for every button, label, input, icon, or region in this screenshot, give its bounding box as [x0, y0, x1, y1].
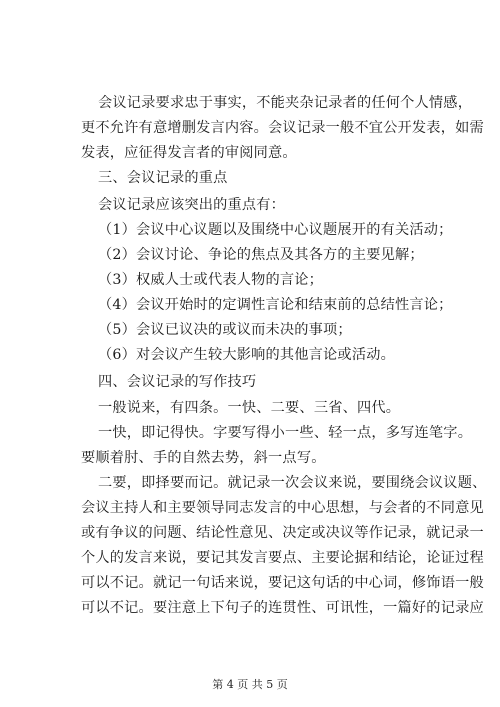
- section-heading: 三、会议记录的重点: [98, 170, 228, 186]
- paragraph-line: 更不允许有意增删发言内容。会议记录一般不宜公开发表，如需: [81, 120, 484, 136]
- paragraph-line: 会议主持人和主要领导同志发言的中心思想，与会者的不同意见: [81, 500, 484, 516]
- list-item: （3）权威人士或代表人物的言论；: [98, 272, 324, 288]
- paragraph-line: 一般说来，有四条。一快、二要、三省、四代。: [98, 400, 401, 416]
- paragraph-line: 或有争议的问题、结论性意见、决定或决议等作记录，就记录一: [81, 525, 484, 541]
- list-item: （2）会议讨论、争论的焦点及其各方的主要见解；: [98, 247, 424, 263]
- paragraph-line: 会议记录应该突出的重点有：: [98, 197, 286, 213]
- list-item: （1）会议中心议题以及围绕中心议题展开的有关活动；: [98, 222, 453, 238]
- paragraph-line: 二要，即择要而记。就记录一次会议来说，要围绕会议议题、: [98, 475, 487, 491]
- page-number-footer: 第 4 页 共 5 页: [212, 678, 288, 691]
- paragraph-line: 会议记录要求忠于事实，不能夹杂记录者的任何个人情感，: [98, 95, 473, 111]
- list-item: （4）会议开始时的定调性言论和结束前的总结性言论；: [98, 297, 453, 313]
- list-item: （6）对会议产生较大影响的其他言论或活动。: [98, 347, 395, 363]
- paragraph-line: 个人的发言来说，要记其发言要点、主要论据和结论，论证过程: [81, 550, 484, 566]
- section-heading: 四、会议记录的写作技巧: [98, 374, 257, 390]
- paragraph-line: 可以不记。就记一句话来说，要记这句话的中心词，修饰语一般: [81, 575, 484, 591]
- paragraph-line: 发表，应征得发言者的审阅同意。: [81, 145, 297, 161]
- paragraph-line: 要顺着肘、手的自然去势，斜一点写。: [81, 450, 326, 466]
- list-item: （5）会议已议决的或议而未决的事项；: [98, 322, 352, 338]
- paragraph-line: 可以不记。要注意上下句子的连贯性、可讯性，一篇好的记录应: [81, 600, 484, 616]
- paragraph-line: 一快，即记得快。字要写得小一些、轻一点，多写连笔字。: [98, 425, 473, 441]
